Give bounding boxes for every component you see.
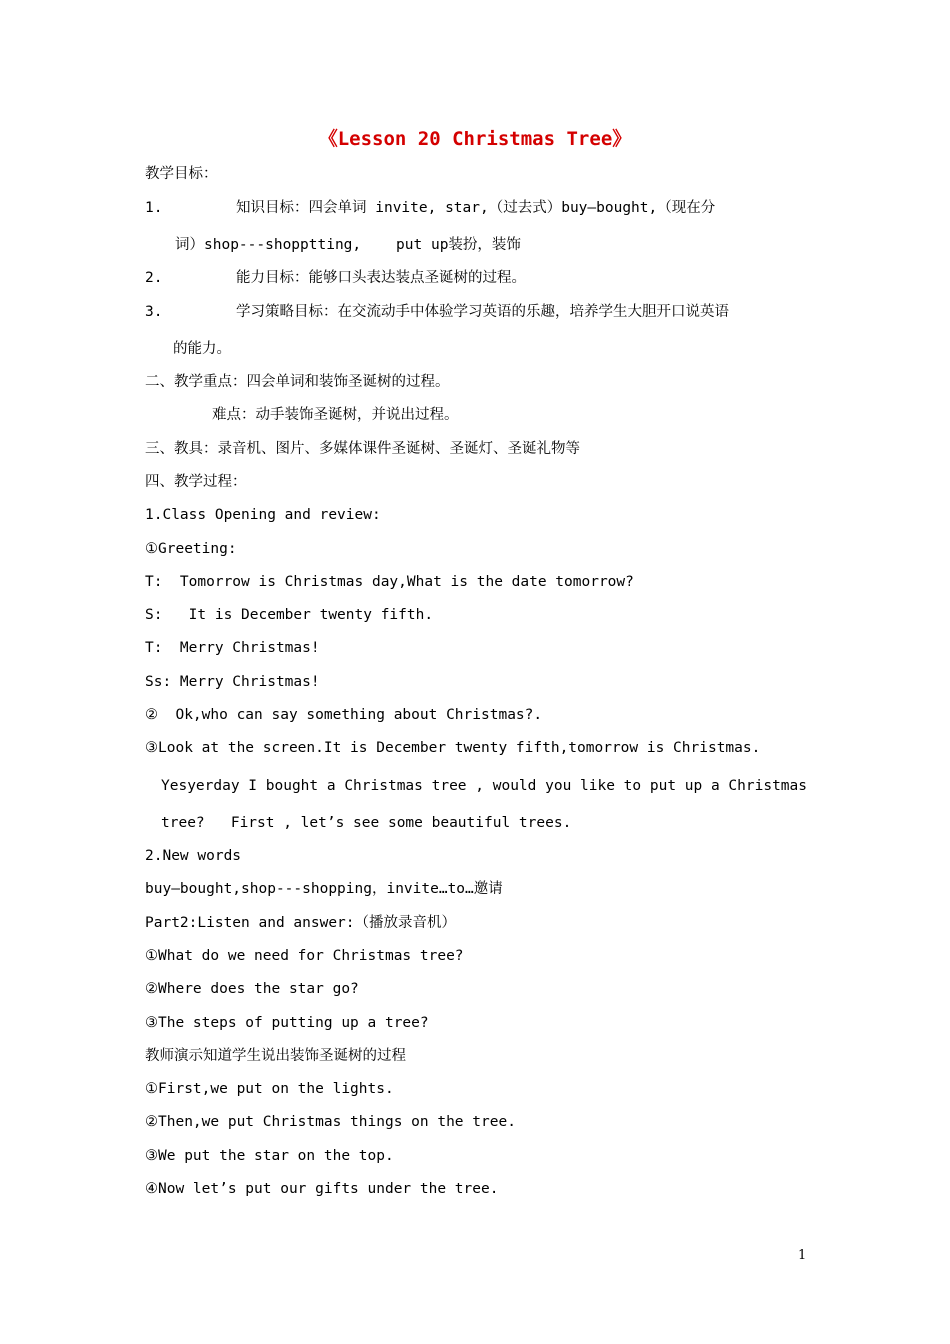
text-line: ①Greeting: — [145, 541, 237, 557]
text-line: 能力目标：能够口头表达装点圣诞树的过程。 — [236, 270, 526, 286]
text-line: 知识目标：四会单词 invite, star,（过去式）buy—bought,（现在分 — [236, 200, 716, 216]
text-line: Yesyerday I bought a Christmas tree , would you like to put up a Christmas — [161, 778, 808, 794]
text-line: ③Look at the screen.It is December twenty fifth,tomorrow is Christmas. — [145, 740, 761, 756]
text-line: Part2:Listen and answer:（播放录音机） — [145, 915, 457, 931]
text-line: 二、教学重点：四会单词和装饰圣诞树的过程。 — [145, 374, 450, 390]
list-number: 3. — [145, 304, 163, 320]
list-number: 2. — [145, 270, 163, 286]
text-line: 2.New words — [145, 848, 242, 864]
text-line: tree? First , let’s see some beautiful trees. — [161, 815, 572, 831]
text-line: ②Then,we put Christmas things on the tree. — [145, 1114, 516, 1130]
text-line: T: Merry Christmas! — [145, 640, 320, 656]
text-line: ①What do we need for Christmas tree? — [145, 948, 464, 964]
text-line: ③We put the star on the top. — [145, 1148, 394, 1164]
list-number: 1. — [145, 200, 163, 216]
text-line: S: It is December twenty fifth. — [145, 607, 434, 623]
text-line: 教学目标： — [145, 166, 218, 182]
text-line: 词）shop---shopptting, put up装扮，装饰 — [175, 237, 521, 253]
text-line: 学习策略目标：在交流动手中体验学习英语的乐趣，培养学生大胆开口说英语 — [236, 304, 729, 320]
text-line: T: Tomorrow is Christmas day,What is the date tomorrow? — [145, 574, 634, 590]
text-line: ①First,we put on the lights. — [145, 1081, 394, 1097]
text-line: ③The steps of putting up a tree? — [145, 1015, 429, 1031]
text-line: 四、教学过程： — [145, 474, 247, 490]
text-line: 教师演示知道学生说出装饰圣诞树的过程 — [145, 1048, 406, 1064]
text-line: ② Ok,who can say something about Christmas?. — [145, 707, 543, 723]
text-line: 三、教具：录音机、图片、多媒体课件圣诞树、圣诞灯、圣诞礼物等 — [145, 441, 580, 457]
text-line: 1.Class Opening and review: — [145, 507, 381, 523]
page-number: 1 — [798, 1248, 807, 1263]
text-line: ④Now let’s put our gifts under the tree. — [145, 1181, 499, 1197]
document-title: 《Lesson 20 Christmas Tree》 — [318, 128, 632, 150]
text-line: 的能力。 — [173, 341, 231, 357]
text-line: Ss: Merry Christmas! — [145, 674, 320, 690]
text-line: buy—bought,shop---shopping，invite…to…邀请 — [145, 881, 503, 897]
text-line: 难点：动手装饰圣诞树，并说出过程。 — [212, 407, 459, 423]
text-line: ②Where does the star go? — [145, 981, 359, 997]
